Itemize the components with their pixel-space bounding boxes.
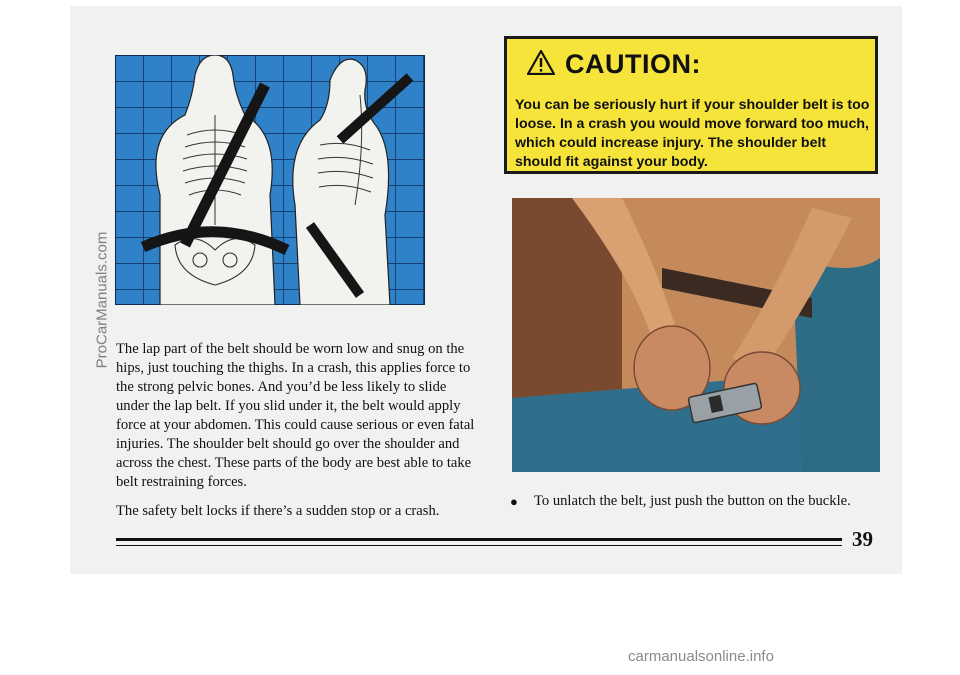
body-paragraph-lap-belt: The lap part of the belt should be worn low and snug on the hips, just touching the thighs. In a crash, this applies force to the strong pelvic bones. And you’d be less likely to slide under the lap belt. If you slid under it, the belt would apply force at your abdomen. This could cause serious or even fatal injuries. The shoulder belt should go over the shoulder and across the chest. These parts of the body are best able to take belt restraining forces. xyxy=(116,341,475,490)
watermark-left-text: ProCarManuals.com xyxy=(93,231,111,369)
unlatch-belt-photo xyxy=(512,198,880,472)
warning-triangle-icon xyxy=(527,50,555,80)
watermark-bottom: carmanualsonline.info xyxy=(628,648,774,665)
caution-box xyxy=(504,36,878,174)
page-number: 39 xyxy=(852,527,873,551)
footer-rule-thin xyxy=(116,545,842,546)
bullet-text: To unlatch the belt, just push the button on the buckle. xyxy=(534,493,851,509)
body-paragraph-belt-locks: The safety belt locks if there’s a sudden stop or a crash. xyxy=(116,503,440,519)
footer-rule-thick xyxy=(116,538,842,541)
bullet-marker: ● xyxy=(510,494,518,509)
caution-header xyxy=(527,49,701,80)
watermark-left xyxy=(92,170,112,430)
belt-skeleton-diagram xyxy=(115,55,425,305)
body-text xyxy=(116,340,480,531)
caution-body: You can be seriously hurt if your shoulder belt is too loose. In a crash you would move forward too much, which could increase injury. The shoulder belt should fit against your body. xyxy=(515,97,870,170)
caution-title: CAUTION: xyxy=(565,49,701,79)
